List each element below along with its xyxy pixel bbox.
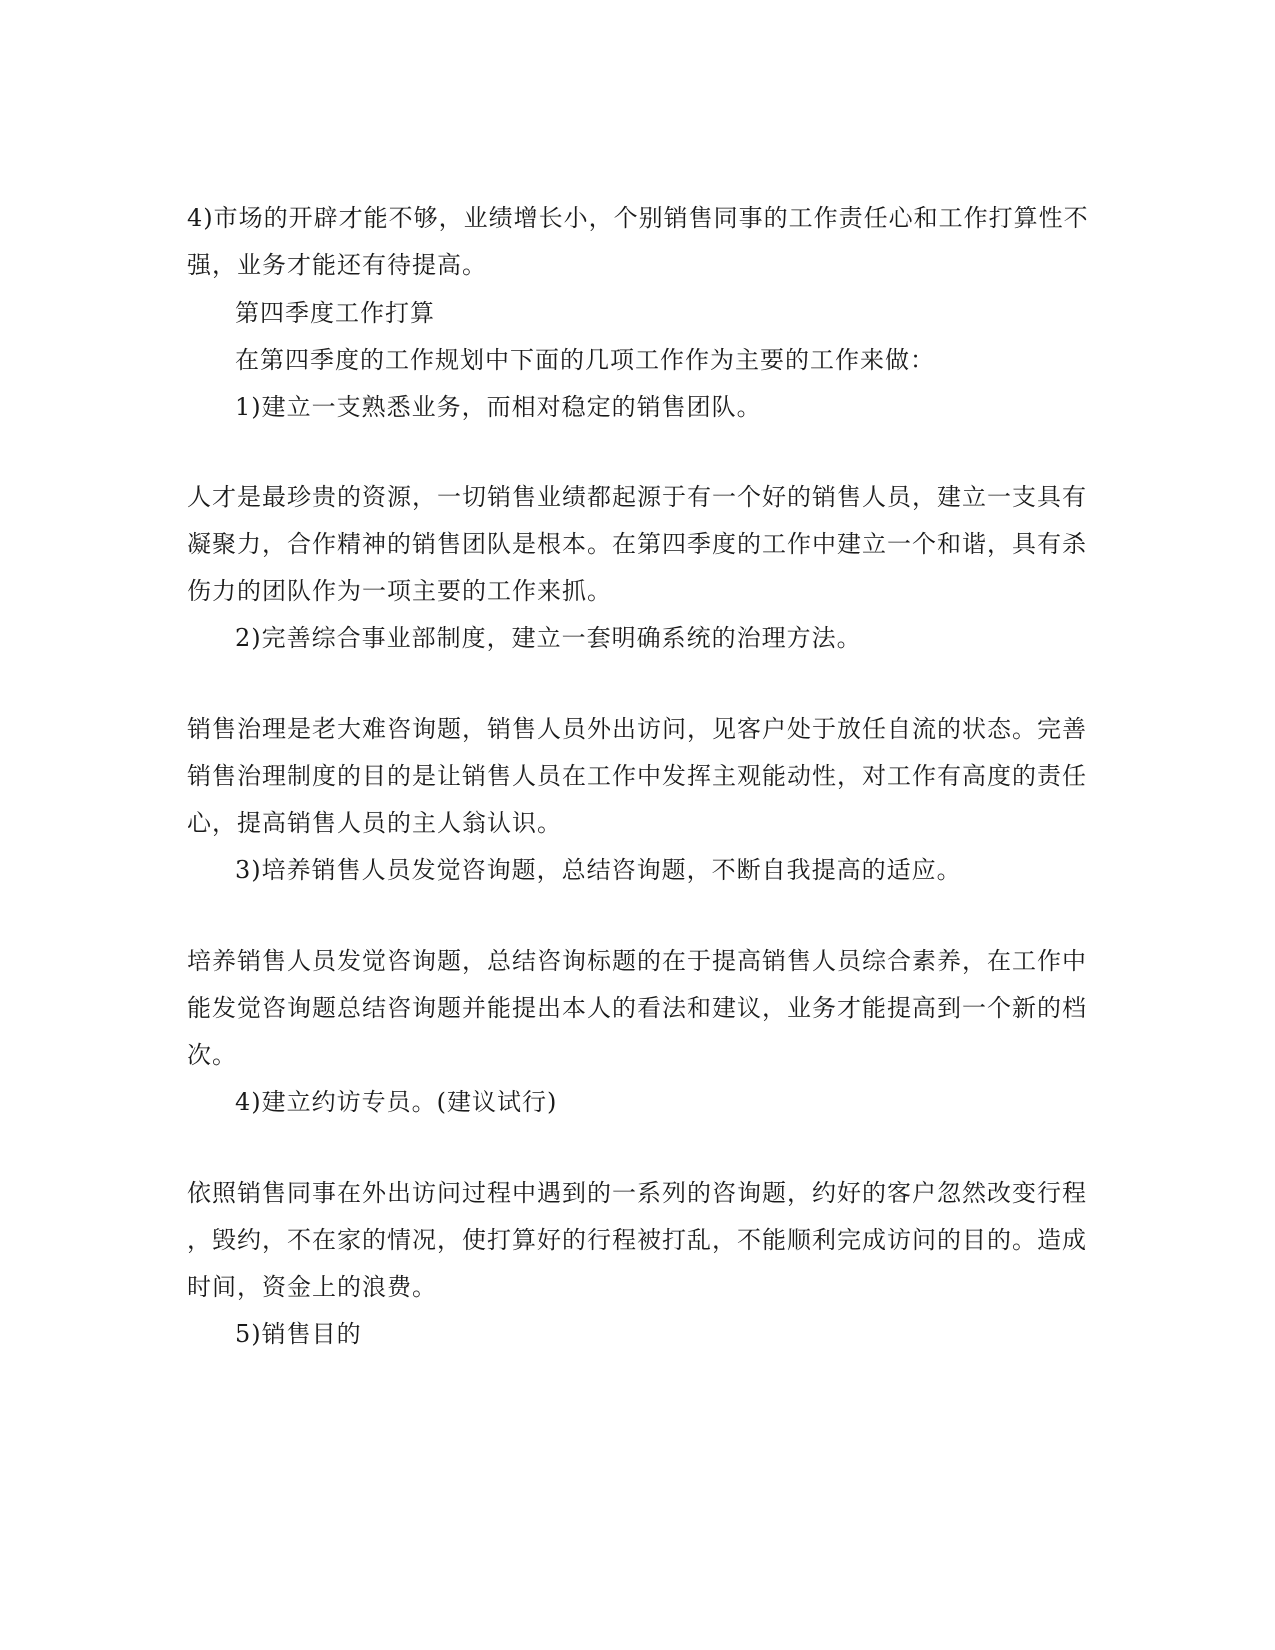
list-item-heading: 3)培养销售人员发觉咨询题，总结咨询题，不断自我提高的适应。 bbox=[235, 856, 962, 884]
text-line: 心，提高销售人员的主人翁认识。 bbox=[187, 809, 562, 837]
text-line: 依照销售同事在外出访问过程中遇到的一系列的咨询题，约好的客户忽然改变行程 bbox=[187, 1179, 1087, 1207]
text-line: 销售治理是老大难咨询题，销售人员外出访问，见客户处于放任自流的状态。完善 bbox=[187, 715, 1087, 743]
list-item-heading: 4)建立约访专员。(建议试行) bbox=[235, 1088, 558, 1116]
text-line: 培养销售人员发觉咨询题，总结咨询标题的在于提高销售人员综合素养，在工作中 bbox=[187, 947, 1087, 975]
text-line: 时间，资金上的浪费。 bbox=[187, 1273, 437, 1301]
text-line: 销售治理制度的目的是让销售人员在工作中发挥主观能动性，对工作有高度的责任 bbox=[187, 762, 1087, 790]
text-line: ，毁约，不在家的情况，使打算好的行程被打乱，不能顺利完成访问的目的。造成 bbox=[187, 1226, 1087, 1254]
text-line: 在第四季度的工作规划中下面的几项工作作为主要的工作来做： bbox=[235, 346, 935, 374]
text-line: 人才是最珍贵的资源，一切销售业绩都起源于有一个好的销售人员，建立一支具有 bbox=[187, 483, 1087, 511]
section-heading: 第四季度工作打算 bbox=[235, 299, 435, 327]
list-item-heading: 5)销售目的 bbox=[235, 1320, 362, 1348]
text-line: 能发觉咨询题总结咨询题并能提出本人的看法和建议，业务才能提高到一个新的档 bbox=[187, 994, 1087, 1022]
list-item-heading: 2)完善综合事业部制度，建立一套明确系统的治理方法。 bbox=[235, 624, 862, 652]
text-line: 伤力的团队作为一项主要的工作来抓。 bbox=[187, 577, 612, 605]
text-line: 次。 bbox=[187, 1041, 237, 1069]
list-item-heading: 1)建立一支熟悉业务，而相对稳定的销售团队。 bbox=[235, 393, 762, 421]
text-line: 凝聚力，合作精神的销售团队是根本。在第四季度的工作中建立一个和谐，具有杀 bbox=[187, 530, 1087, 558]
text-line: 4)市场的开辟才能不够，业绩增长小，个别销售同事的工作责任心和工作打算性不 bbox=[187, 204, 1089, 232]
text-line: 强，业务才能还有待提高。 bbox=[187, 251, 487, 279]
